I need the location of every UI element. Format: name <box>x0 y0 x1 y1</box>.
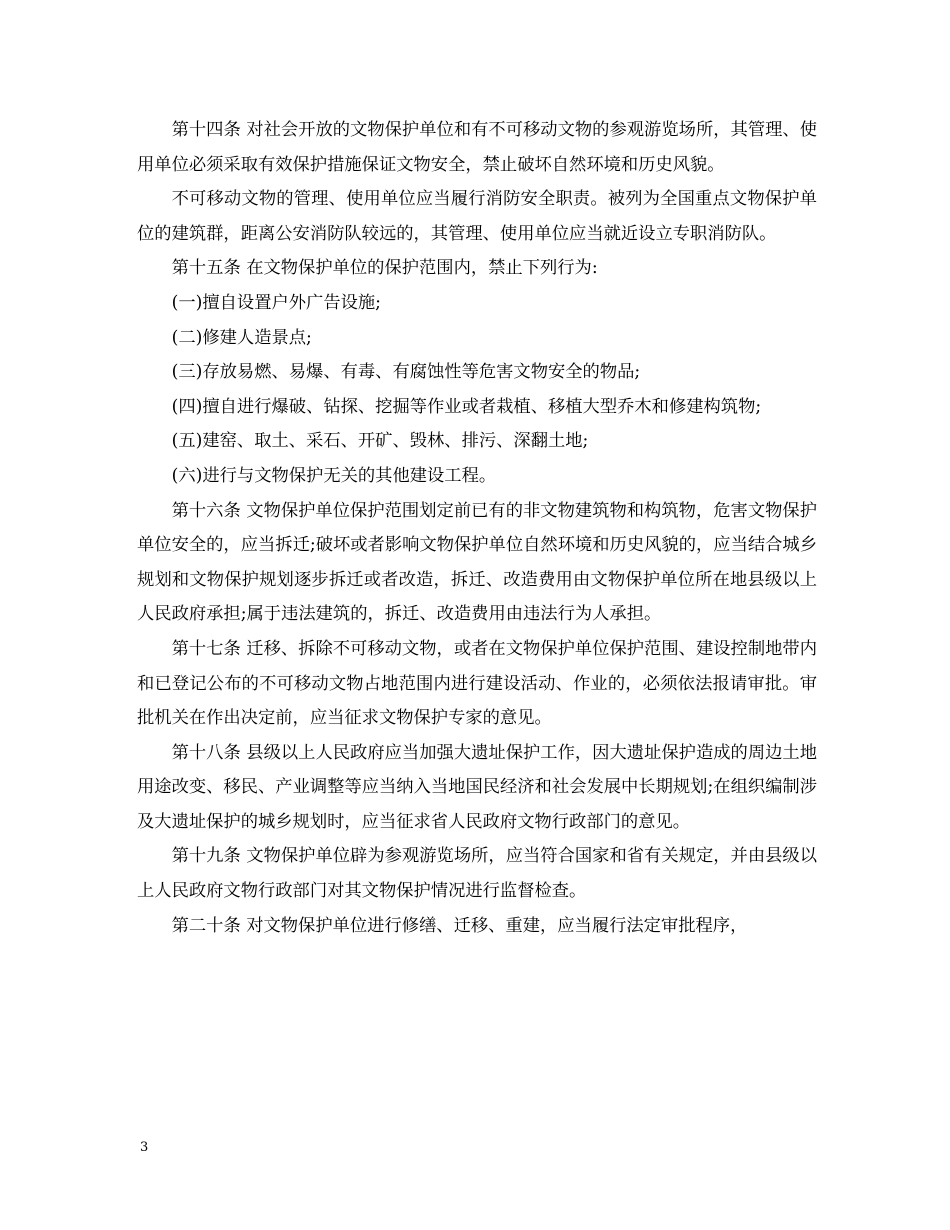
paragraph-fire-safety: 不可移动文物的管理、使用单位应当履行消防安全职责。被列为全国重点文物保护单位的建筑群，距离公安消防队较远的，其管理、使用单位应当就近设立专职消防队。 <box>137 189 817 244</box>
paragraph-article-18: 第十八条 县级以上人民政府应当加强大遗址保护工作，因大遗址保护造成的周边土地用途改变、移民、产业调整等应当纳入当地国民经济和社会发展中长期规划;在组织编制涉及大遗址保护的城乡规划时，应当征求省人民政府文物行政部门的意见。 <box>137 742 817 832</box>
paragraph-article-16: 第十六条 文物保护单位保护范围划定前已有的非文物建筑物和构筑物，危害文物保护单位安全的，应当拆迁;破坏或者影响文物保护单位自然环境和历史风貌的，应当结合城乡规划和文物保护规划逐步拆迁或者改造，拆迁、改造费用由文物保护单位所在地县级以上人民政府承担;属于违法建筑的，拆迁、改造费用由违法行为人承担。 <box>137 500 817 625</box>
paragraph-article-20: 第二十条 对文物保护单位进行修缮、迁移、重建，应当履行法定审批程序， <box>171 915 748 936</box>
list-item-1: (一)擅自设置户外广告设施; <box>171 292 381 313</box>
paragraph-article-14: 第十四条 对社会开放的文物保护单位和有不可移动文物的参观游览场所，其管理、使用单位必须采取有效保护措施保证文物安全，禁止破坏自然环境和历史风貌。 <box>137 120 817 175</box>
paragraph-article-17: 第十七条 迁移、拆除不可移动文物，或者在文物保护单位保护范围、建设控制地带内和已登记公布的不可移动文物占地范围内进行建设活动、作业的，必须依法报请审批。审批机关在作出决定前，应当征求文物保护专家的意见。 <box>137 638 817 729</box>
list-item-5: (五)建窑、取土、采石、开矿、毁林、排污、深翻土地; <box>171 431 589 452</box>
paragraph-article-15: 第十五条 在文物保护单位的保护范围内，禁止下列行为: <box>171 258 598 279</box>
page-number: 3 <box>140 1140 149 1155</box>
document-body <box>137 113 817 943</box>
list-item-6: (六)进行与文物保护无关的其他建设工程。 <box>171 465 497 486</box>
list-item-4: (四)擅自进行爆破、钻探、挖掘等作业或者栽植、移植大型乔木和修建构筑物; <box>171 396 762 417</box>
list-item-3: (三)存放易燃、易爆、有毒、有腐蚀性等危害文物安全的物品; <box>171 362 641 383</box>
paragraph-article-19: 第十九条 文物保护单位辟为参观游览场所，应当符合国家和省有关规定，并由县级以上人民政府文物行政部门对其文物保护情况进行监督检查。 <box>137 846 817 902</box>
list-item-2: (二)修建人造景点; <box>171 327 312 348</box>
